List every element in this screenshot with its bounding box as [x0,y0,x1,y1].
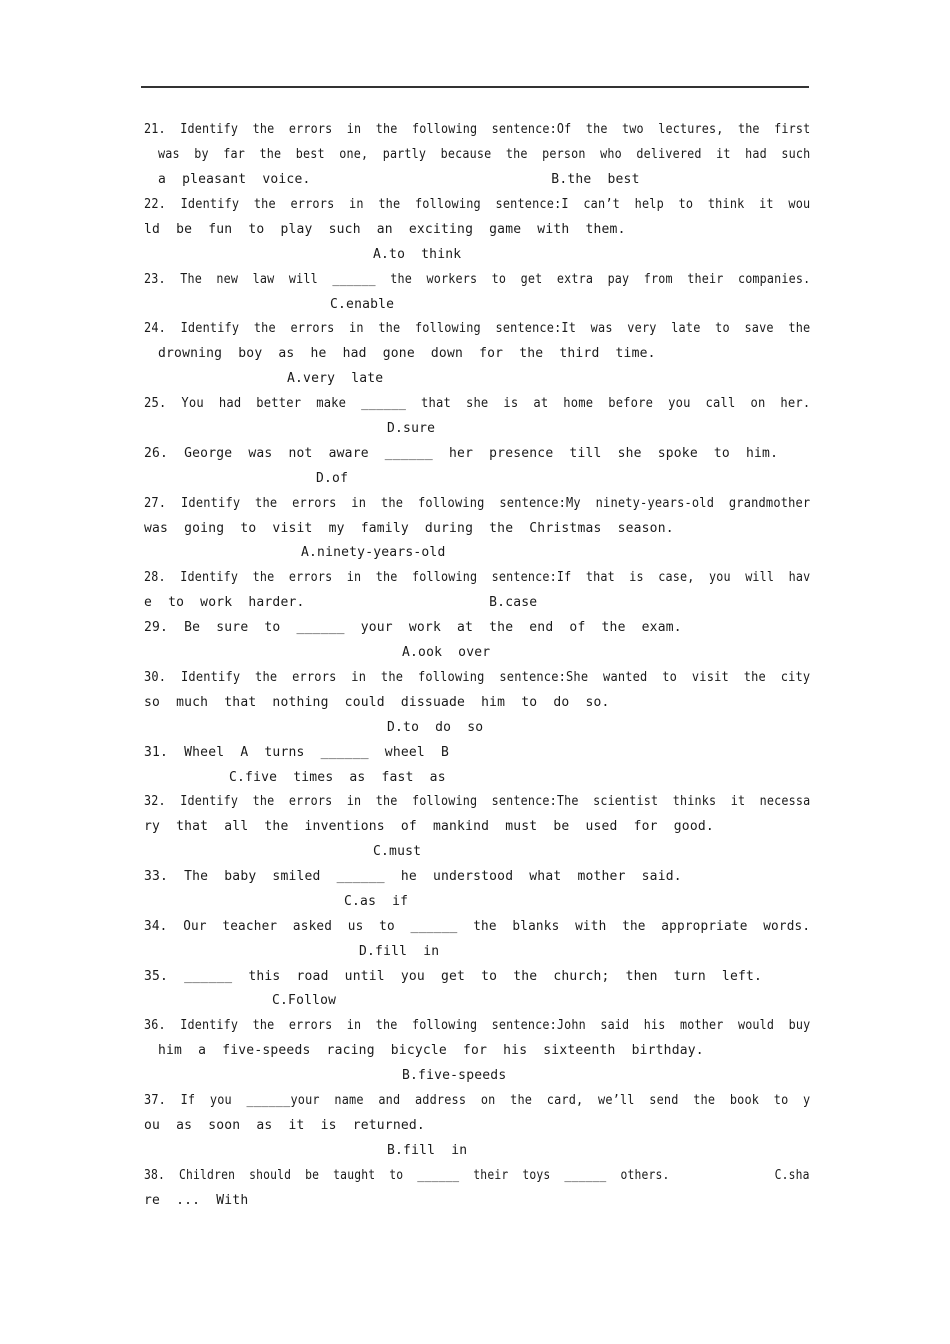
answer-line: A.to think [373,247,462,262]
answer-line: C.enable [330,297,395,312]
answer-line: C.must [373,844,422,859]
text-line: was by far the best one, partly because the person who delivered it had such [158,147,811,162]
text-line: drowning boy as he had gone down for the third time. [158,346,656,361]
answer-line: D.fill in [359,944,440,959]
text-line: him a five-speeds racing bicycle for his sixteenth birthday. [158,1043,704,1058]
text-line: 30. Identify the errors in the following sentence:She wanted to visit the city [144,670,811,685]
text-line: 26. George was not aware ______ her presence till she spoke to him. [144,446,779,461]
text-line: 21. Identify the errors in the following sentence:Of the two lectures, the first [144,122,811,137]
text-line: ld be fun to play such an exciting game with them. [144,222,626,237]
answer-line: C.as if [344,894,409,909]
text-line: 23. The new law will ______ the workers to get extra pay from their companies. [144,272,811,287]
answer-line: A.ninety-years-old [301,545,446,560]
text-line: 28. Identify the errors in the following sentence:If that is case, you will hav [144,570,811,585]
text-line: 31. Wheel A turns ______ wheel B [144,745,450,760]
text-line: 24. Identify the errors in the following sentence:It was very late to save the [144,321,811,336]
answer-line: A.very late [287,371,384,386]
answer-line: C.Follow [272,993,337,1008]
header-rule [141,86,809,88]
text-line: ry that all the inventions of mankind must be used for good. [144,819,714,834]
answer-line: B.fill in [387,1143,468,1158]
text-line: so much that nothing could dissuade him to do so. [144,695,610,710]
text-line: was going to visit my family during the Christmas season. [144,521,674,536]
answer-line: B.five-speeds [402,1068,507,1083]
text-line: 32. Identify the errors in the following sentence:The scientist thinks it necessa [144,794,811,809]
text-line: ou as soon as it is returned. [144,1118,425,1133]
answer-line: D.of [316,471,349,486]
text-line: 33. The baby smiled ______ he understood what mother said. [144,869,682,884]
answer-line: D.sure [387,421,436,436]
answer-line: C.five times as fast as [229,770,446,785]
text-line: 37. If you ______your name and address on the card, we’ll send the book to y [144,1093,811,1108]
text-line: 27. Identify the errors in the following sentence:My ninety-years-old grandmother [144,496,811,511]
answer-line: D.to do so [387,720,484,735]
text-line: re ... With [144,1193,249,1208]
text-line: 22. Identify the errors in the following sentence:I can’t help to think it wou [144,197,811,212]
text-line: 34. Our teacher asked us to ______ the blanks with the appropriate words. [144,919,811,934]
text-line: 29. Be sure to ______ your work at the end of the exam. [144,620,682,635]
text-line: 38. Children should be taught to ______ their toys ______ others. C.sha [144,1168,810,1183]
text-line: e to work harder. B.case [144,595,538,610]
text-line: 25. You had better make ______ that she is at home before you call on her. [144,396,811,411]
text-line: 36. Identify the errors in the following sentence:John said his mother would buy [144,1018,811,1033]
text-line: a pleasant voice. B.the best [158,172,640,187]
answer-line: A.ook over [402,645,491,660]
text-line: 35. ______ this road until you get to the church; then turn left. [144,969,763,984]
